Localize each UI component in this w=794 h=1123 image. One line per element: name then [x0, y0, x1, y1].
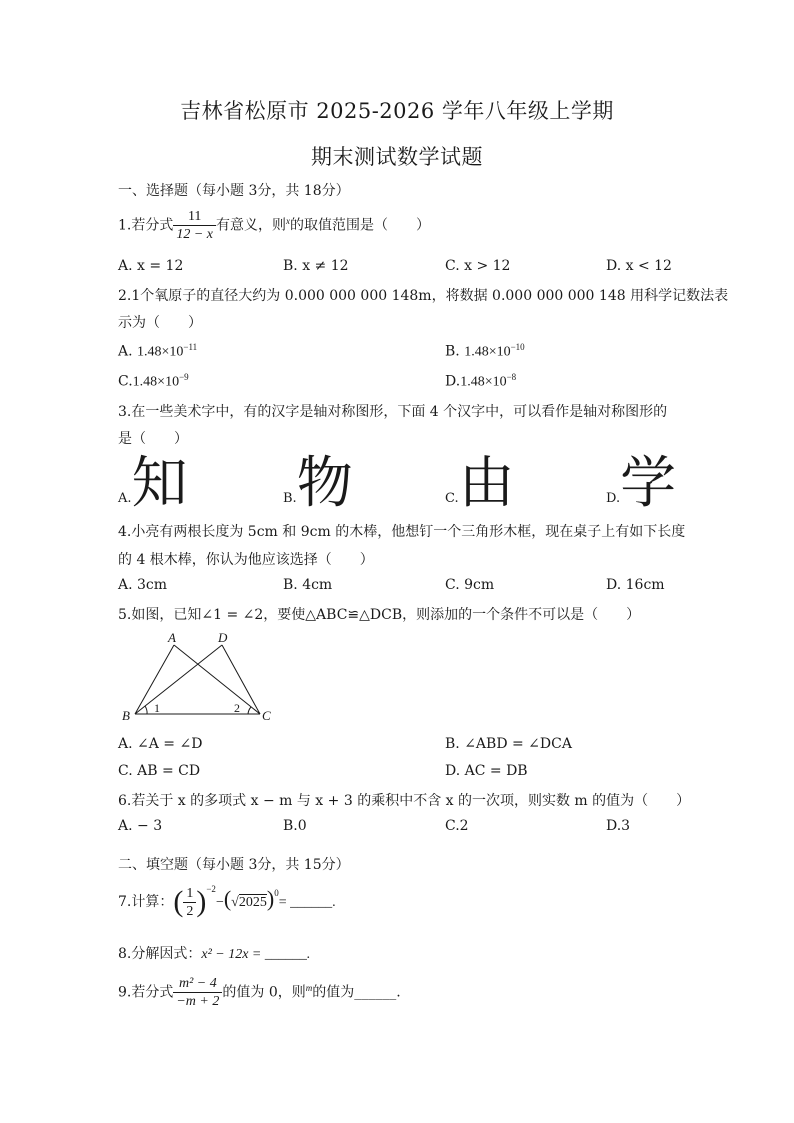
- q3-option-d: [606, 451, 677, 516]
- q3-c-label: C.: [445, 491, 459, 506]
- q1-fraction: [173, 208, 216, 243]
- angle-2-arc: [248, 707, 251, 714]
- label-c: C: [262, 708, 271, 723]
- section-1-heading: 一、选择题（每小题 3分，共 18分）: [118, 183, 350, 199]
- question-7: [118, 884, 336, 920]
- q2-c-exp: −9: [179, 372, 189, 382]
- q3-option-a: [118, 451, 188, 516]
- q1-option-d: D. x < 12: [606, 258, 672, 274]
- label-b: B: [122, 708, 130, 723]
- q7-exp-2: 0: [274, 888, 279, 898]
- q2-option-d: [445, 372, 516, 391]
- segment-bd: [135, 645, 222, 714]
- q2-d-label: D.: [445, 373, 461, 390]
- q3-b-label: B.: [283, 491, 297, 506]
- q2-line-2: 示为（ ）: [118, 315, 202, 331]
- q1-option-c: C. x > 12: [445, 258, 511, 274]
- q5-option-b: B. ∠ABD = ∠DCA: [445, 736, 572, 752]
- q7-minus: −: [215, 895, 224, 910]
- q9-var: m: [305, 982, 313, 993]
- q4-line-2: 的 4 根木棒，你认为他应该选择（ ）: [118, 552, 374, 568]
- q3-a-label: A.: [118, 491, 132, 506]
- q3-b-char: 物: [296, 451, 353, 516]
- q8-expr: x² − 12x = ______.: [201, 947, 311, 962]
- q1-prefix: 1.若分式: [118, 217, 174, 234]
- q4-line-1: 4.小亮有两根长度为 5cm 和 9cm 的木棒，他想钉一个三角形木框，现在桌子上有如下长度: [118, 524, 686, 540]
- q7-frac-den: 2: [183, 902, 196, 920]
- segment-ac: [174, 645, 260, 714]
- label-a: A: [168, 630, 176, 645]
- q7-sqrt-sign: √: [231, 895, 239, 910]
- q7-exp-1: −2: [206, 884, 216, 894]
- label-angle-2: 2: [234, 701, 240, 715]
- q3-option-b: [283, 451, 353, 516]
- q7-left-paren: (: [173, 885, 184, 918]
- q7-suffix: = ______.: [278, 895, 336, 910]
- q9-frac-den: −m + 2: [173, 992, 222, 1010]
- q2-b-label: B.: [445, 343, 460, 360]
- q3-d-char: 学: [620, 451, 677, 516]
- q1-frac-den: 12 − x: [173, 225, 216, 243]
- q2-line-1: 2.1个氧原子的直径大约为 0.000 000 000 148m，将数据 0.000 000 000 148 用科学记数法表: [118, 288, 729, 304]
- q6-option-b: B.0: [283, 818, 307, 834]
- q2-option-c: [118, 372, 189, 391]
- q1-frac-num: 11: [187, 209, 202, 224]
- title-line-1: 吉林省松原市 2025-2026 学年八年级上学期: [180, 99, 614, 123]
- q2-b-base: 1.48×10: [464, 344, 511, 360]
- q7-sqrt-close: ): [266, 886, 275, 911]
- q2-a-label: A.: [118, 343, 133, 360]
- q4-option-b: B. 4cm: [283, 577, 333, 593]
- q5-line-1: 5.如图，已知∠1 = ∠2，要使△ABC≌△DCB，则添加的一个条件不可以是（ ）: [118, 607, 641, 623]
- q3-a-char: 知: [131, 451, 188, 516]
- q2-a-exp: −11: [183, 342, 198, 352]
- q2-c-base: 1.48×10: [132, 374, 180, 390]
- angle-1-arc: [145, 706, 147, 714]
- q6-line-1: 6.若关于 x 的多项式 x − m 与 x + 3 的乘积中不含 x 的一次项，则实数 m 的值为（ ）: [118, 793, 691, 809]
- q2-option-a: [118, 342, 197, 361]
- q4-option-a: A. 3cm: [118, 577, 168, 593]
- q6-option-c: C.2: [445, 818, 469, 834]
- q3-line-2: 是（ ）: [118, 431, 188, 447]
- q2-d-exp: −8: [506, 372, 517, 382]
- q9-suffix-b: 的值为______.: [312, 984, 401, 1001]
- q7-right-paren: ): [196, 885, 207, 918]
- title-line-2: 期末测试数学试题: [311, 145, 483, 169]
- q1-var: x: [286, 215, 291, 226]
- q3-c-char: 由: [458, 451, 515, 516]
- q9-fraction: [173, 975, 222, 1010]
- q7-fraction: [183, 885, 196, 920]
- q2-option-b: [445, 342, 525, 361]
- label-d: D: [218, 630, 228, 645]
- q2-d-base: 1.48×10: [460, 374, 507, 390]
- q9-suffix-a: 的值为 0，则: [222, 984, 306, 1001]
- q7-radicand: 2025: [238, 895, 267, 910]
- question-9: [118, 975, 401, 1010]
- q3-line-1: 3.在一些美术字中，有的汉字是轴对称图形，下面 4 个汉字中，可以看作是轴对称图形的: [118, 404, 668, 420]
- q6-option-d: D.3: [606, 818, 631, 834]
- q5-triangle-figure: [118, 628, 288, 728]
- question-1: [118, 208, 430, 243]
- q7-frac-num: 1: [186, 885, 194, 901]
- q5-option-c: C. AB = CD: [118, 763, 201, 779]
- label-angle-1: 1: [154, 701, 160, 715]
- q1-option-a: A. x = 12: [118, 258, 184, 274]
- q2-c-label: C.: [118, 373, 133, 390]
- section-2-heading: 二、填空题（每小题 3分，共 15分）: [118, 857, 350, 873]
- q7-sqrt-open: (: [223, 886, 232, 911]
- q1-suffix-b: 的取值范围是（ ）: [290, 217, 431, 234]
- q3-option-c: [445, 451, 515, 516]
- q3-d-label: D.: [606, 491, 621, 506]
- q6-option-a: A. − 3: [118, 818, 163, 834]
- q8-text: 8.分解因式：: [118, 946, 202, 962]
- q4-option-d: D. 16cm: [606, 577, 665, 593]
- q5-option-d: D. AC = DB: [445, 763, 528, 779]
- q1-suffix-a: 有意义，则: [216, 217, 287, 234]
- q4-option-c: C. 9cm: [445, 577, 495, 593]
- q2-b-exp: −10: [510, 342, 525, 352]
- q2-a-base: 1.48×10: [137, 344, 184, 360]
- question-8: [118, 943, 310, 963]
- q9-frac-num: m² − 4: [178, 976, 217, 991]
- q9-prefix: 9.若分式: [118, 984, 174, 1001]
- segment-dc: [222, 645, 260, 714]
- q5-option-a: A. ∠A = ∠D: [118, 736, 203, 752]
- q7-prefix: 7.计算：: [118, 894, 174, 910]
- q1-option-b: B. x ≠ 12: [283, 258, 349, 274]
